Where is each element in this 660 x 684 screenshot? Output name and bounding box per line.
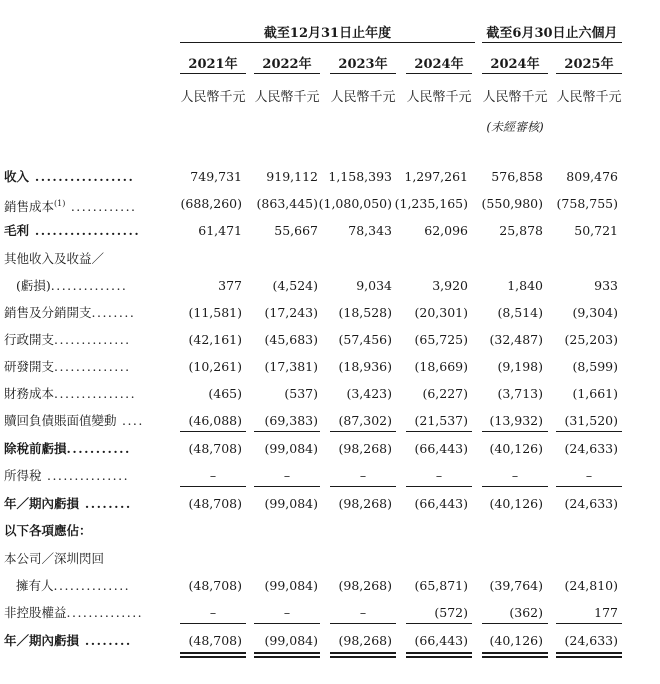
cell-value: (11,581) <box>188 305 242 320</box>
cell-value: (537) <box>284 386 318 401</box>
cell-value: (24,633) <box>564 496 618 511</box>
row-label <box>4 194 137 217</box>
cell-value: (17,243) <box>264 305 318 320</box>
row-leader-dots: .... <box>116 413 144 428</box>
row-label-text: 財務成本 <box>4 386 55 401</box>
subtotal-rule <box>556 486 622 487</box>
cell-value: (99,084) <box>264 633 318 648</box>
cell-value: – <box>209 605 217 620</box>
row-label-text: 年／期內虧損 <box>4 633 80 648</box>
cell-value: 749,731 <box>190 169 242 184</box>
header-group-interim-rule <box>482 42 622 43</box>
table-row <box>0 549 660 569</box>
row-label-text: 以下各項應佔： <box>4 523 92 538</box>
cell-value: (57,456) <box>338 332 392 347</box>
column-year: 2025年 <box>564 57 614 72</box>
table-row <box>0 194 660 214</box>
table-row <box>0 631 660 651</box>
row-label <box>4 466 129 486</box>
cell-value: (20,301) <box>414 305 468 320</box>
column-year-rule <box>254 73 320 74</box>
table-row <box>0 411 660 431</box>
cell-value: 809,476 <box>566 169 618 184</box>
row-label <box>16 276 127 296</box>
row-label-text: 研發開支 <box>4 359 55 374</box>
cell-value: 933 <box>594 278 618 293</box>
subtotal-rule <box>556 623 622 624</box>
cell-value: (362) <box>509 605 543 620</box>
cell-value: (66,443) <box>414 496 468 511</box>
subtotal-rule <box>482 623 548 624</box>
cell-value: 62,096 <box>424 223 468 238</box>
cell-value: (8,514) <box>497 305 543 320</box>
row-leader-dots: .................. <box>29 223 141 238</box>
row-label <box>4 303 135 323</box>
cell-value: (45,683) <box>264 332 318 347</box>
cell-value: (24,810) <box>564 578 618 593</box>
cell-value: (48,708) <box>188 441 242 456</box>
row-label-text: 所得稅 <box>4 468 42 483</box>
table-row <box>0 576 660 596</box>
cell-value: (25,203) <box>564 332 618 347</box>
cell-value: (46,088) <box>188 413 242 428</box>
cell-value: (48,708) <box>188 496 242 511</box>
cell-value: (758,755) <box>556 196 618 211</box>
cell-value: (48,708) <box>188 578 242 593</box>
cell-value: 1,297,261 <box>404 169 468 184</box>
total-double-rule <box>254 652 320 654</box>
cell-value: (40,126) <box>489 441 543 456</box>
row-label <box>4 549 104 569</box>
column-unit: 人民幣千元 <box>482 90 548 105</box>
row-label <box>4 384 136 404</box>
column-year: 2024年 <box>414 57 464 72</box>
cell-value: (24,633) <box>564 633 618 648</box>
cell-value: (31,520) <box>564 413 618 428</box>
cell-value: 177 <box>594 605 618 620</box>
table-row <box>0 330 660 350</box>
row-label <box>4 357 131 377</box>
cell-value: (98,268) <box>338 441 392 456</box>
cell-value: (98,268) <box>338 578 392 593</box>
cell-value: – <box>359 605 367 620</box>
column-year-rule <box>482 73 548 74</box>
cell-value: 377 <box>218 278 242 293</box>
row-leader-dots: ................. <box>29 169 135 184</box>
cell-value: (9,304) <box>572 305 618 320</box>
cell-value: 3,920 <box>432 278 468 293</box>
subtotal-rule <box>330 623 396 624</box>
column-year: 2023年 <box>338 57 388 72</box>
row-label <box>4 221 140 241</box>
cell-value: – <box>585 468 593 483</box>
row-label-text: 銷售及分銷開支 <box>4 305 92 320</box>
column-unit: 人民幣千元 <box>406 90 472 105</box>
cell-value: (99,084) <box>264 496 318 511</box>
subtotal-rule <box>556 431 622 432</box>
cell-value: 50,721 <box>574 223 618 238</box>
total-double-rule <box>556 656 622 658</box>
column-unit: 人民幣千元 <box>556 90 622 105</box>
row-label-text: 收入 <box>4 169 30 184</box>
cell-value: (18,528) <box>338 305 392 320</box>
cell-value: (40,126) <box>489 633 543 648</box>
cell-value: (9,198) <box>497 359 543 374</box>
cell-value: (69,383) <box>264 413 318 428</box>
cell-value: (4,524) <box>272 278 318 293</box>
table-row <box>0 466 660 486</box>
table-row <box>0 521 660 541</box>
cell-value: (3,423) <box>346 386 392 401</box>
table-row <box>0 439 660 459</box>
cell-value: (66,443) <box>414 633 468 648</box>
total-double-rule <box>330 656 396 658</box>
row-label-text: 擁有人 <box>16 578 54 593</box>
cell-value: – <box>283 605 291 620</box>
cell-value: (87,302) <box>338 413 392 428</box>
cell-value: (3,713) <box>497 386 543 401</box>
row-label <box>4 494 132 514</box>
header-group-annual-rule <box>180 42 475 43</box>
subtotal-rule <box>180 431 246 432</box>
row-leader-dots: .............. <box>53 578 131 593</box>
row-label-text: 其他收入及收益／ <box>4 251 105 266</box>
column-unit: 人民幣千元 <box>180 90 246 105</box>
row-leader-dots: ............... <box>41 468 130 483</box>
cell-value: (18,936) <box>338 359 392 374</box>
table-row <box>0 276 660 296</box>
cell-value: (1,235,165) <box>394 196 468 211</box>
table-row <box>0 221 660 241</box>
footnote-marker: (1) <box>54 199 66 208</box>
row-label-text: 除稅前虧損 <box>4 441 67 456</box>
total-double-rule <box>180 652 246 654</box>
cell-value: – <box>435 468 443 483</box>
total-double-rule <box>330 652 396 654</box>
row-label-text: 毛利 <box>4 223 30 238</box>
cell-value: (572) <box>434 605 468 620</box>
cell-value: (66,443) <box>414 441 468 456</box>
total-double-rule <box>406 656 472 658</box>
row-label-text: 年／期內虧損 <box>4 496 80 511</box>
cell-value: (18,669) <box>414 359 468 374</box>
row-label-text: 銷售成本 <box>4 199 55 215</box>
row-label-text: 非控股權益 <box>4 605 67 620</box>
row-label <box>16 576 130 596</box>
row-leader-dots: .............. <box>50 278 128 293</box>
row-leader-dots: ........ <box>79 633 132 648</box>
table-row <box>0 384 660 404</box>
cell-value: (99,084) <box>264 578 318 593</box>
subtotal-rule <box>254 486 320 487</box>
cell-value: 78,343 <box>348 223 392 238</box>
cell-value: (6,227) <box>422 386 468 401</box>
cell-value: (24,633) <box>564 441 618 456</box>
row-label <box>4 167 134 187</box>
table-row <box>0 603 660 623</box>
row-label <box>4 603 143 623</box>
subtotal-rule <box>482 486 548 487</box>
total-double-rule <box>556 652 622 654</box>
subtotal-rule <box>406 623 472 624</box>
cell-value: (21,537) <box>414 413 468 428</box>
total-double-rule <box>406 652 472 654</box>
cell-value: (688,260) <box>180 196 242 211</box>
row-label <box>4 411 144 431</box>
cell-value: 1,158,393 <box>328 169 392 184</box>
column-year-rule <box>556 73 622 74</box>
row-label-text: 贖回負債賬面值變動 <box>4 413 117 428</box>
column-year-rule <box>406 73 472 74</box>
cell-value: 55,667 <box>274 223 318 238</box>
subtotal-rule <box>406 486 472 487</box>
cell-value: (98,268) <box>338 496 392 511</box>
column-year: 2024年 <box>490 57 540 72</box>
subtotal-rule <box>254 431 320 432</box>
subtotal-rule <box>330 431 396 432</box>
unaudited-note: (未經審核) <box>486 120 544 134</box>
row-leader-dots: .............. <box>54 332 131 347</box>
row-leader-dots: ........ <box>91 305 136 320</box>
cell-value: (99,084) <box>264 441 318 456</box>
header-group-annual: 截至12月31日止年度 <box>263 26 392 41</box>
subtotal-rule <box>406 431 472 432</box>
row-label <box>4 249 104 269</box>
row-leader-dots: ........... <box>66 441 131 456</box>
cell-value: – <box>283 468 291 483</box>
cell-value: (863,445) <box>256 196 318 211</box>
row-label-text: (虧損) <box>16 278 51 293</box>
cell-value: (1,080,050) <box>318 196 392 211</box>
cell-value: (550,980) <box>481 196 543 211</box>
cell-value: – <box>511 468 519 483</box>
row-leader-dots: .............. <box>54 359 131 374</box>
row-label-text: 行政開支 <box>4 332 55 347</box>
row-leader-dots: ........ <box>79 496 132 511</box>
column-unit: 人民幣千元 <box>330 90 396 105</box>
cell-value: (40,126) <box>489 496 543 511</box>
total-double-rule <box>180 656 246 658</box>
row-label-text: 本公司／深圳閃回 <box>4 551 105 566</box>
row-label <box>4 439 131 459</box>
cell-value: 919,112 <box>266 169 318 184</box>
cell-value: (17,381) <box>264 359 318 374</box>
table-row <box>0 167 660 187</box>
header-group-interim: 截至6月30日止六個月 <box>486 26 618 41</box>
cell-value: 576,858 <box>491 169 543 184</box>
total-double-rule <box>254 656 320 658</box>
cell-value: (39,764) <box>489 578 543 593</box>
row-leader-dots: ............ <box>65 199 137 215</box>
table-row <box>0 357 660 377</box>
cell-value: (1,661) <box>572 386 618 401</box>
table-row <box>0 303 660 323</box>
row-label <box>4 330 131 350</box>
column-year: 2022年 <box>262 57 312 72</box>
cell-value: (42,161) <box>188 332 242 347</box>
cell-value: (465) <box>208 386 242 401</box>
total-double-rule <box>482 652 548 654</box>
cell-value: 9,034 <box>356 278 392 293</box>
cell-value: (10,261) <box>188 359 242 374</box>
subtotal-rule <box>330 486 396 487</box>
row-label <box>4 521 92 541</box>
subtotal-rule <box>180 623 246 624</box>
cell-value: 61,471 <box>198 223 242 238</box>
table-row <box>0 249 660 269</box>
row-leader-dots: .............. <box>66 605 144 620</box>
total-double-rule <box>482 656 548 658</box>
column-unit: 人民幣千元 <box>254 90 320 105</box>
subtotal-rule <box>254 623 320 624</box>
cell-value: – <box>359 468 367 483</box>
column-year-rule <box>330 73 396 74</box>
table-row <box>0 494 660 514</box>
cell-value: (32,487) <box>489 332 543 347</box>
column-year: 2021年 <box>188 57 238 72</box>
cell-value: (8,599) <box>572 359 618 374</box>
cell-value: 1,840 <box>507 278 543 293</box>
subtotal-rule <box>180 486 246 487</box>
cell-value: (98,268) <box>338 633 392 648</box>
cell-value: (48,708) <box>188 633 242 648</box>
subtotal-rule <box>482 431 548 432</box>
column-year-rule <box>180 73 246 74</box>
row-leader-dots: ............... <box>54 386 137 401</box>
cell-value: 25,878 <box>499 223 543 238</box>
cell-value: (13,932) <box>489 413 543 428</box>
row-label <box>4 631 132 651</box>
cell-value: – <box>209 468 217 483</box>
cell-value: (65,725) <box>414 332 468 347</box>
cell-value: (65,871) <box>414 578 468 593</box>
